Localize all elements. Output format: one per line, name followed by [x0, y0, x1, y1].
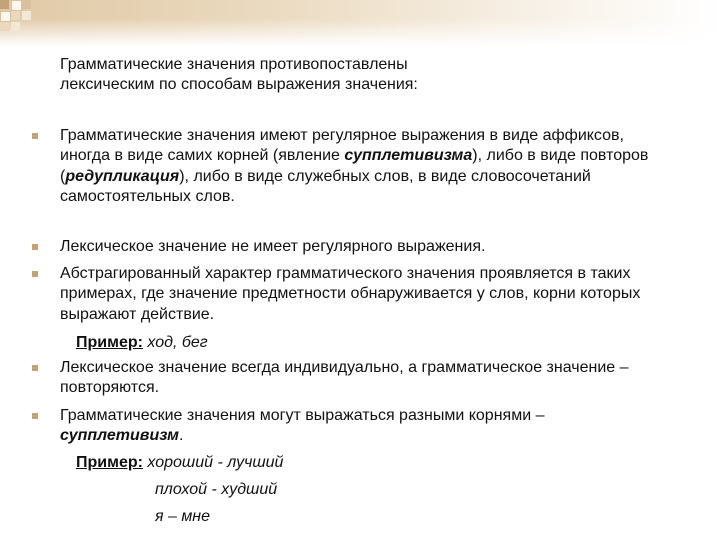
corner-square-decoration: [0, 11, 11, 22]
corner-square-decoration: [0, 22, 9, 31]
example-text: хороший - лучший: [147, 454, 284, 471]
square-bullet-icon: [32, 244, 38, 250]
square-bullet-icon: [32, 365, 38, 371]
corner-square-decoration: [22, 0, 31, 9]
bullet-text-part: ), либо в виде служебных слов, в виде словосочетаний самостоятельных слов.: [60, 167, 591, 206]
corner-square-decoration: [22, 11, 31, 20]
bullet-text-part: ), либо в виде повторов (: [60, 147, 649, 185]
bullet-text-part: .: [179, 427, 184, 445]
example-line: [76, 333, 208, 353]
example-line: [76, 453, 283, 473]
slide-heading: [60, 55, 680, 95]
square-bullet-icon: [32, 271, 38, 277]
square-bullet-icon: [32, 133, 38, 139]
bullet-text: Лексическое значение не имеет регулярного выражения.: [60, 238, 486, 255]
header-decoration-fade: [0, 0, 720, 46]
corner-square-decoration: [0, 0, 9, 9]
square-bullet-icon: [32, 413, 38, 419]
example-text: ход, бег: [147, 334, 208, 351]
slide-heading-line: лексическим по способам выражения значения:: [60, 76, 418, 93]
example-text: я – мне: [155, 508, 211, 525]
example-label: Пример:: [76, 454, 143, 471]
bullet-text: [60, 126, 660, 208]
corner-square-decoration: [11, 22, 20, 31]
bullet-text-part: Грамматические значения имеют регулярное выражения в виде аффиксов, иногда в виде самих корней (явление: [60, 127, 624, 165]
bullet-text: Абстрагированный характер грамматического значения проявляется в таких примерах, где значение предметности обнаруживается у слов, корни которых выражают действие.: [60, 265, 641, 323]
bullet-text-part: Грамматические значения могут выражаться разными корнями –: [60, 407, 545, 424]
term-emphasis: супплетивизм: [60, 427, 179, 445]
corner-square-decoration: [11, 0, 22, 11]
example-label: Пример:: [76, 334, 143, 351]
example-text: плохой - худший: [155, 481, 278, 498]
bullet-text: Лексическое значение всегда индивидуально, а грамматическое значение – повторяются.: [60, 359, 629, 397]
term-emphasis: редупликация: [65, 167, 180, 185]
bullet-text: [60, 406, 660, 447]
slide-heading-line: Грамматические значения противопоставлены: [60, 56, 408, 73]
term-emphasis: супплетивизма: [344, 147, 473, 165]
corner-square-decoration: [11, 11, 20, 20]
